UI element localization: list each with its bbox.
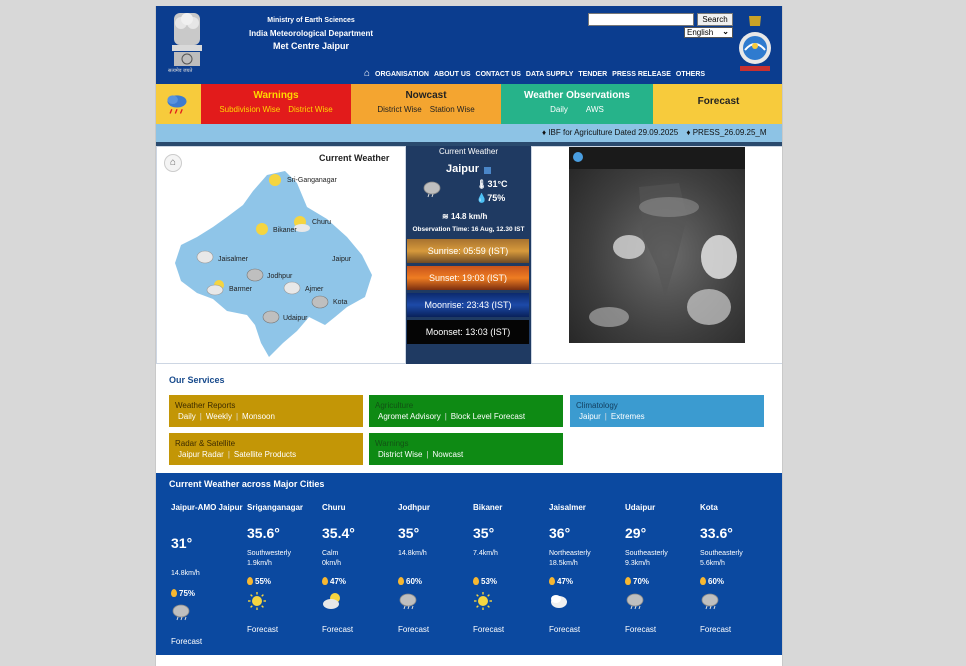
map-city-label: Kota: [333, 299, 348, 306]
current-city: Jaipur: [446, 163, 480, 175]
separator: |: [235, 412, 239, 421]
city-wind: [473, 549, 498, 559]
city-name[interactable]: Kota: [700, 503, 718, 512]
news-ticker[interactable]: [156, 124, 783, 142]
city-humidity-value: 75%: [179, 589, 196, 598]
cloud-rain-icon: [700, 591, 720, 611]
weather-icon-tab[interactable]: [156, 84, 201, 124]
city-temperature: 35.4°: [322, 525, 355, 541]
rajasthan-map-panel: [156, 146, 406, 364]
city-weather-column: [247, 503, 322, 653]
city-wind-direction: 14.8km/h: [171, 570, 200, 577]
tab-warnings[interactable]: [201, 84, 351, 124]
nav-tender[interactable]: TENDER: [578, 70, 608, 78]
warnings-subdivision-link[interactable]: Subdivision Wise: [219, 105, 281, 114]
city-temperature: 36°: [549, 525, 571, 541]
current-wind: [442, 212, 487, 221]
service-link-weekly[interactable]: Weekly: [205, 412, 232, 421]
city-forecast-link[interactable]: Forecast: [398, 625, 430, 634]
service-agriculture: [369, 395, 563, 427]
city-humidity: [700, 577, 724, 586]
service-weather-reports: [169, 395, 363, 427]
service-radar-satellite: [169, 433, 363, 465]
city-weather-column: [549, 503, 624, 653]
department-name: India Meteorological Department: [248, 29, 374, 38]
city-temperature: 35.6°: [247, 525, 280, 541]
city-weather-column: [700, 503, 775, 653]
city-humidity-value: 55%: [255, 577, 272, 586]
service-warnings: [369, 433, 563, 465]
ticker-item[interactable]: ♦ IBF for Agriculture Dated 29.09.2025: [542, 128, 679, 137]
city-wind-direction: Northeasterly: [549, 550, 591, 557]
city-wind: [398, 549, 427, 559]
city-name[interactable]: Sriganganagar: [247, 503, 304, 512]
page: [155, 6, 783, 666]
main-tabs: [156, 84, 783, 124]
service-name: Radar & Satellite: [175, 439, 236, 448]
moonset-bar: Moonset: 13:03 (IST): [407, 320, 529, 344]
city-weather-column: [625, 503, 700, 653]
city-temperature: 31°: [171, 535, 193, 551]
ministry-name: Ministry of Earth Sciences: [267, 17, 355, 24]
service-link-daily[interactable]: Daily: [178, 412, 196, 421]
humidity-drop-icon: [625, 577, 631, 585]
city-humidity: [322, 577, 346, 586]
city-forecast-link[interactable]: Forecast: [247, 625, 279, 634]
imd-logo-icon: [736, 14, 774, 74]
current-temperature: [476, 179, 508, 190]
humidity-drop-icon: [549, 577, 555, 585]
city-weather-column: [322, 503, 397, 653]
page-footer-space: [156, 655, 783, 666]
observations-daily-link[interactable]: Daily: [550, 105, 568, 114]
city-name[interactable]: Jaisalmer: [549, 503, 586, 512]
city-name[interactable]: Jodhpur: [398, 503, 430, 512]
city-name[interactable]: Jaipur-AMO Jaipur: [171, 503, 243, 512]
city-name[interactable]: Bikaner: [473, 503, 503, 512]
city-humidity: [171, 589, 195, 598]
city-wind-direction: Southeasterly: [700, 550, 743, 557]
tab-nowcast[interactable]: [351, 84, 501, 124]
rajasthan-map[interactable]: [157, 147, 407, 365]
search-input[interactable]: [588, 13, 694, 26]
city-wind: [625, 549, 668, 569]
cloudy-icon: [549, 591, 569, 611]
map-home-icon[interactable]: ⌂: [164, 154, 182, 172]
nowcast-station-link[interactable]: Station Wise: [429, 105, 475, 114]
current-humidity: [476, 193, 505, 204]
city-wind: [700, 549, 743, 569]
humidity-drop-icon: 💧: [476, 193, 488, 203]
services-title: Our Services: [169, 375, 225, 385]
map-city-label: Udaipur: [283, 315, 308, 322]
tab-forecast-title: Forecast: [697, 96, 740, 107]
chevron-down-icon: ⌄: [722, 27, 729, 36]
satellite-panel: [531, 146, 783, 364]
wind-icon: ≋: [442, 212, 451, 221]
home-icon[interactable]: ⌂: [364, 68, 371, 79]
service-link-nowcast[interactable]: Nowcast: [432, 450, 464, 459]
cloud-rain-icon: [422, 179, 442, 199]
city-forecast-link[interactable]: Forecast: [700, 625, 732, 634]
current-wind-value: 14.8 km/h: [450, 212, 488, 221]
city-forecast-link[interactable]: Forecast: [625, 625, 657, 634]
major-cities-title: Current Weather across Major Cities: [169, 479, 325, 489]
city-humidity-value: 70%: [633, 577, 650, 586]
partly-cloudy-icon: [322, 591, 342, 611]
moonrise-bar: Moonrise: 23:43 (IST): [407, 293, 529, 317]
organisation-block: [216, 14, 406, 53]
observations-aws-link[interactable]: AWS: [585, 105, 604, 114]
city-weather-column: [398, 503, 473, 653]
nav-others[interactable]: OTHERS: [675, 70, 706, 78]
city-wind-speed: 0km/h: [322, 560, 342, 567]
cloud-rain-icon: [171, 602, 191, 622]
service-name: Warnings: [375, 439, 409, 448]
language-value: English: [687, 28, 714, 37]
emblem-caption: सत्यमेव जयते: [168, 68, 193, 74]
current-temp-value: 31°C: [487, 179, 508, 189]
nav-about-us[interactable]: ABOUT US: [433, 70, 471, 78]
current-weather-panel: [406, 146, 531, 364]
city-humidity-value: 47%: [557, 577, 574, 586]
service-name: Weather Reports: [175, 401, 236, 410]
service-link-jaipur[interactable]: Jaipur: [579, 412, 601, 421]
satellite-image[interactable]: [569, 147, 745, 343]
humidity-drop-icon: [247, 577, 253, 585]
service-link-satellite-products[interactable]: Satellite Products: [233, 450, 297, 459]
tab-warnings-title: Warnings: [253, 90, 299, 101]
map-city-label: Bikaner: [273, 227, 297, 234]
map-title: Current Weather: [319, 153, 390, 163]
city-humidity-value: 53%: [481, 577, 498, 586]
nav-organisation[interactable]: ORGANISATION: [375, 70, 429, 78]
tab-observations-title: Weather Observations: [524, 90, 630, 101]
city-marker: [484, 167, 491, 174]
nav-contact-us[interactable]: CONTACT US: [475, 70, 521, 78]
city-forecast-link[interactable]: Forecast: [171, 637, 203, 646]
city-temperature: 35°: [398, 525, 420, 541]
observation-time: Observation Time: 16 Aug, 12.30 IST: [412, 226, 525, 233]
service-link-district-wise[interactable]: District Wise: [378, 450, 423, 459]
city-humidity: [625, 577, 649, 586]
tab-nowcast-title: Nowcast: [405, 90, 447, 101]
city-wind: [322, 549, 341, 569]
city-wind-direction: Southeasterly: [625, 550, 668, 557]
map-city-label: Ajmer: [305, 286, 324, 293]
separator: |: [444, 412, 447, 421]
sunset-bar: Sunset: 19:03 (IST): [407, 266, 529, 290]
humidity-drop-icon: [473, 577, 479, 585]
city-humidity: [398, 577, 422, 586]
city-wind-speed: 18.5km/h: [549, 560, 578, 567]
humidity-drop-icon: [398, 577, 404, 585]
city-wind-speed: 7.4km/h: [473, 550, 498, 557]
humidity-drop-icon: [700, 577, 706, 585]
thermometer-icon: 🌡: [476, 179, 488, 189]
satellite-cloud-imagery: [569, 147, 745, 343]
city-wind-direction: Calm: [322, 550, 339, 557]
service-name: Climatology: [576, 401, 618, 410]
tab-forecast[interactable]: [653, 84, 783, 124]
service-link-block-level-forecast[interactable]: Block Level Forecast: [450, 412, 526, 421]
city-humidity: [473, 577, 497, 586]
warnings-district-link[interactable]: District Wise: [288, 105, 333, 114]
map-city-label: Barmer: [229, 286, 252, 293]
tab-weather-observations[interactable]: [501, 84, 653, 124]
major-cities-panel: [156, 473, 783, 655]
ticker-item[interactable]: ♦ PRESS_26.09.25_M: [686, 128, 767, 137]
city-humidity-value: 47%: [330, 577, 347, 586]
sun-icon: [247, 591, 267, 611]
city-wind-speed: 9.3km/h: [625, 560, 650, 567]
city-temperature: 29°: [625, 525, 647, 541]
city-wind: [549, 549, 591, 569]
city-wind-direction: Southwesterly: [247, 550, 291, 557]
humidity-drop-icon: [322, 577, 328, 585]
map-city-label: Sri-Ganganagar: [287, 177, 337, 184]
map-city-label: Churu: [312, 219, 332, 226]
map-city-label: Jodhpur: [267, 273, 293, 280]
current-humidity-value: 75%: [487, 193, 506, 203]
city-wind-speed: 5.6km/h: [700, 560, 725, 567]
separator: |: [199, 412, 202, 421]
nav-data-supply[interactable]: DATA SUPPLY: [525, 70, 574, 78]
city-name[interactable]: Udaipur: [625, 503, 656, 512]
service-link-agromet-advisory[interactable]: Agromet Advisory: [378, 412, 441, 421]
nav-press-release[interactable]: PRESS RELEASE: [612, 70, 671, 78]
sunrise-bar: Sunrise: 05:59 (IST): [407, 239, 529, 263]
city-temperature: 35°: [473, 525, 495, 541]
city-weather-column: [171, 503, 246, 653]
city-name[interactable]: Churu: [322, 503, 346, 512]
service-climatology: [570, 395, 764, 427]
map-city-label: Jaipur: [332, 256, 352, 263]
nowcast-district-link[interactable]: District Wise: [377, 105, 422, 114]
city-wind-speed: 1.9km/h: [247, 560, 272, 567]
city-humidity-value: 60%: [708, 577, 725, 586]
city-wind: [171, 569, 200, 579]
cloud-rain-icon: [398, 591, 418, 611]
city-weather-column: [473, 503, 548, 653]
city-forecast-link[interactable]: Forecast: [549, 625, 581, 634]
cloud-rain-icon: [625, 591, 645, 611]
city-forecast-link[interactable]: Forecast: [322, 625, 354, 634]
city-wind-speed: 14.8km/h: [398, 550, 427, 557]
sun-icon: [473, 591, 493, 611]
humidity-drop-icon: [171, 589, 177, 597]
city-humidity: [247, 577, 271, 586]
separator: |: [227, 450, 230, 459]
site-header: [156, 6, 783, 84]
service-link-jaipur-radar[interactable]: Jaipur Radar: [178, 450, 224, 459]
map-city-label: Jaisalmer: [218, 256, 248, 263]
service-link-monsoon[interactable]: Monsoon: [242, 412, 275, 421]
service-name: Agriculture: [375, 401, 414, 410]
language-select[interactable]: [684, 27, 733, 38]
separator: |: [426, 450, 429, 459]
city-wind: [247, 549, 291, 569]
current-weather-heading: Current Weather: [439, 147, 498, 156]
separator: |: [604, 412, 607, 421]
search-button[interactable]: Search: [697, 13, 733, 26]
top-navigation: [364, 68, 705, 80]
city-humidity-value: 60%: [406, 577, 423, 586]
centre-name: Met Centre Jaipur: [272, 41, 350, 51]
service-link-extremes[interactable]: Extremes: [610, 412, 645, 421]
city-temperature: 33.6°: [700, 525, 733, 541]
city-humidity: [549, 577, 573, 586]
cloud-rain-icon: [163, 91, 191, 117]
national-emblem-icon: [164, 9, 210, 77]
city-forecast-link[interactable]: Forecast: [473, 625, 505, 634]
